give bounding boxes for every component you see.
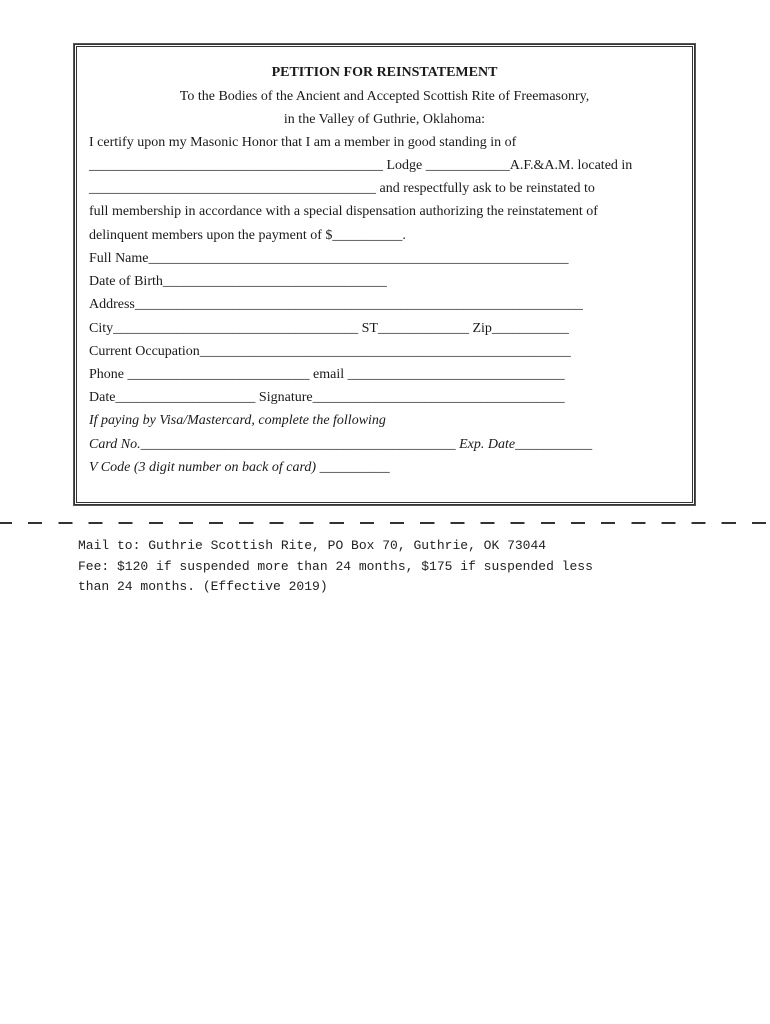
- date-of-birth-field: Date of Birth________________________________: [89, 274, 387, 289]
- mail-to-text: Mail to: Guthrie Scottish Rite, PO Box 70, Guthrie, OK 73044: [78, 538, 547, 553]
- cut-line: [0, 522, 770, 524]
- occupation-field: Current Occupation_____________________________________________________: [89, 344, 571, 359]
- visa-mastercard-note: If paying by Visa/Mastercard, complete the following: [89, 413, 386, 428]
- form-title: PETITION FOR REINSTATEMENT: [271, 65, 498, 80]
- phone-email-field: Phone __________________________ email _______________________________: [89, 367, 565, 382]
- full-name-field: Full Name____________________________________________________________: [89, 251, 569, 266]
- delinquent-payment-line: delinquent members upon the payment of $__________.: [89, 228, 406, 243]
- city-st-zip-field: City___________________________________ ST_____________ Zip___________: [89, 321, 569, 336]
- reinstate-ask-line: _________________________________________ and respectfully ask to be reinstated to: [89, 181, 595, 196]
- membership-line: full membership in accordance with a special dispensation authorizing the reinstatement of: [89, 204, 598, 219]
- lodge-line: __________________________________________ Lodge ____________A.F.&A.M. located in: [89, 158, 633, 173]
- card-number-field: Card No._____________________________________________ Exp. Date___________: [89, 437, 593, 452]
- form-subtitle-1: To the Bodies of the Ancient and Accepted Scottish Rite of Freemasonry,: [179, 89, 590, 104]
- form-subtitle-2: in the Valley of Guthrie, Oklahoma:: [283, 112, 486, 127]
- date-signature-field: Date____________________ Signature____________________________________: [89, 390, 565, 405]
- v-code-field: V Code (3 digit number on back of card) __________: [89, 460, 390, 475]
- address-field: Address________________________________________________________________: [89, 297, 583, 312]
- fee-text-1: Fee: $120 if suspended more than 24 months, $175 if suspended less: [78, 559, 593, 574]
- fee-text-2: than 24 months. (Effective 2019): [78, 579, 328, 594]
- certify-text: I certify upon my Masonic Honor that I am a member in good standing in of: [89, 135, 517, 150]
